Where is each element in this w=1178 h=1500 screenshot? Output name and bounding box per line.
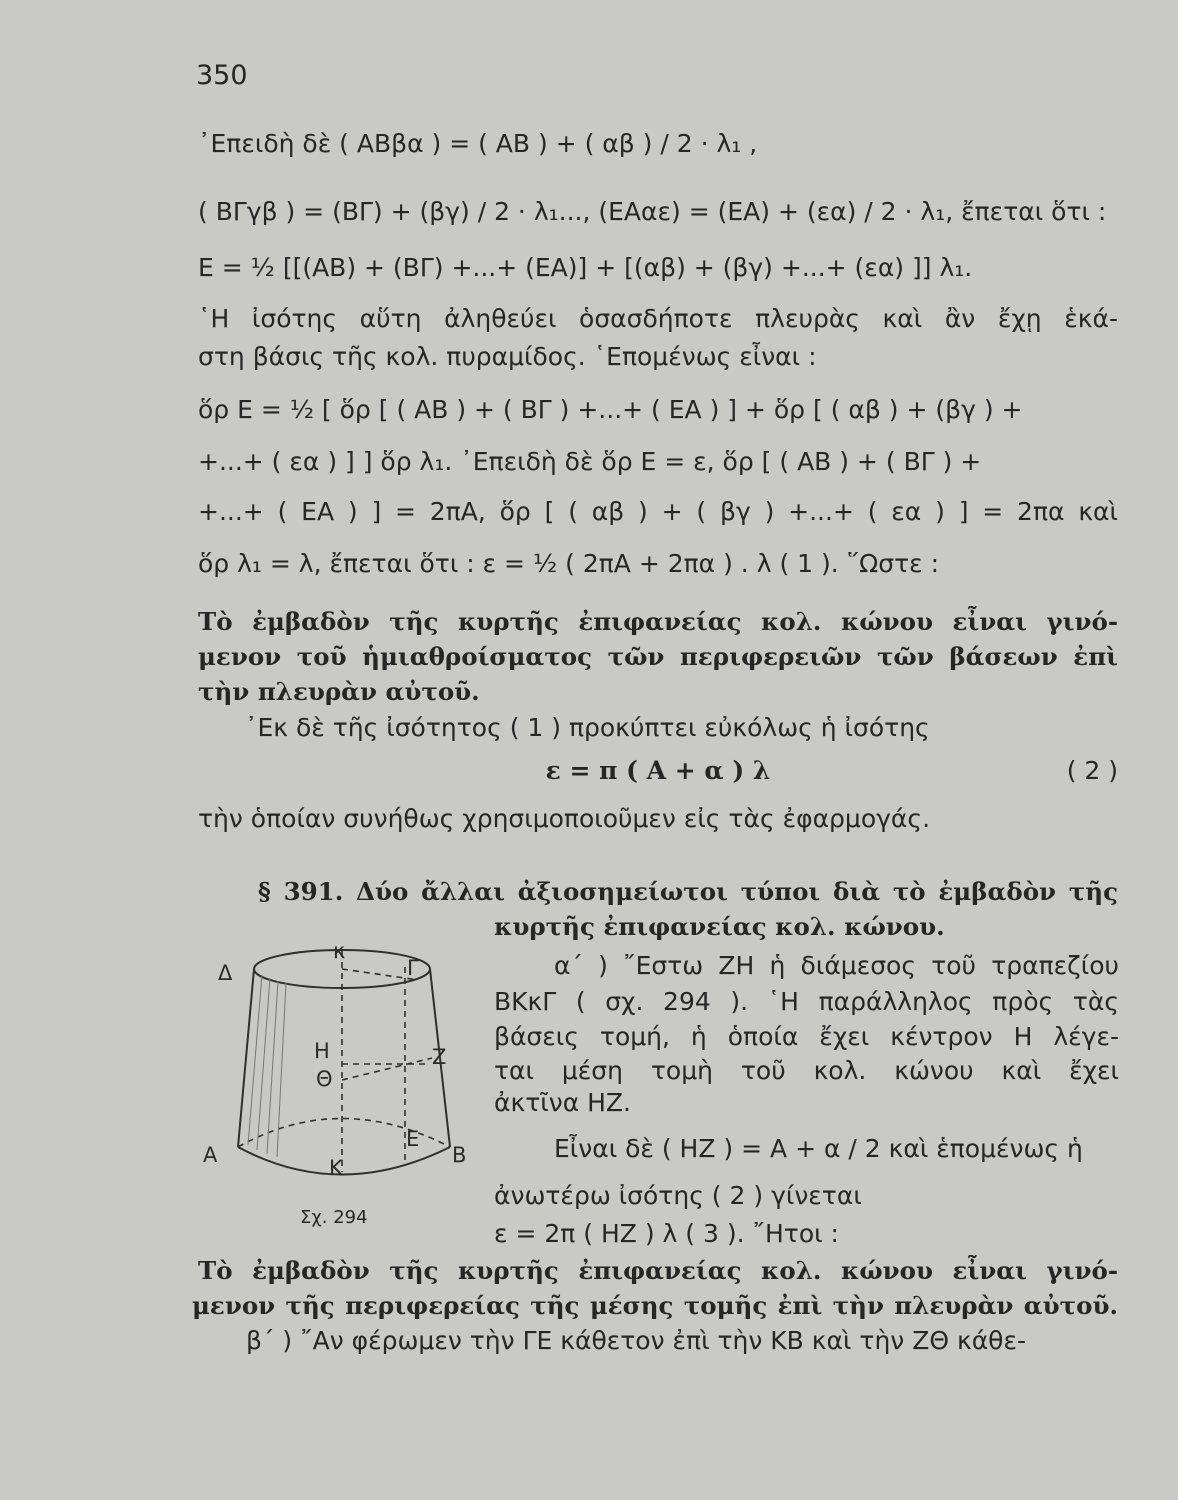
text-line-4: ῾Η ἰσότης αὕτη ἀληθεύει ὁσασδήποτε πλευρὰς καὶ ἂν ἔχῃ ἑκά-: [198, 304, 1118, 333]
equation-2-row: [198, 755, 1118, 787]
label-eta: Η: [314, 1039, 330, 1063]
column-line-4: ται μέση τομὴ τοῦ κολ. κώνου καὶ ἔχει: [494, 1056, 1119, 1085]
label-delta: Δ: [218, 961, 233, 985]
column-line-2: ΒΚκΓ ( σχ. 294 ). ῾Η παράλληλος πρὸς τὰς: [494, 987, 1119, 1016]
label-zeta: Ζ: [432, 1045, 447, 1069]
text-line-3: Ε = ½ [[(ΑΒ) + (ΒΓ) +...+ (ΕΑ)] + [(αβ) + (βγ) +...+ (εα) ]] λ₁.: [198, 253, 973, 282]
theta-zeta-line: [342, 1058, 432, 1080]
equation-2: ε = π ( Α + α ) λ: [545, 756, 771, 785]
label-epsilon: Ε: [406, 1127, 420, 1151]
column-line-5: ἀκτῖνα ΗΖ.: [494, 1088, 631, 1117]
text-line-5: στη βάσις τῆς κολ. πυραμίδος. ῾Επομένως εἶναι :: [198, 342, 817, 371]
figure-caption: Σχ. 294: [300, 1207, 368, 1228]
text-line-7: +...+ ( εα ) ] ] ὅρ λ₁. ᾿Επειδὴ δὲ ὅρ Ε = ε, ὅρ [ ( ΑΒ ) + ( ΒΓ ) +: [198, 447, 982, 476]
text-line-2: ( ΒΓγβ ) = (ΒΓ) + (βγ) / 2 · λ₁..., (ΕΑαε) = (ΕΑ) + (εα) / 2 · λ₁, ἔπεται ὅτι :: [198, 197, 1107, 226]
theorem-1-line-2: μενον τοῦ ἡμιαθροίσματος τῶν περιφερειῶν τῶν βάσεων ἐπὶ: [198, 642, 1118, 671]
column-line-7: ἀνωτέρω ἰσότης ( 2 ) γίνεται: [494, 1181, 862, 1210]
paragraph-2: ᾿Εκ δὲ τῆς ἰσότητος ( 1 ) προκύπτει εὐκόλως ἡ ἰσότης: [245, 713, 930, 742]
label-alpha: Α: [203, 1143, 218, 1167]
paragraph-3: τὴν ὁποίαν συνήθως χρησιμοποιοῦμεν εἰς τὰς ἐφαρμογάς.: [198, 804, 931, 833]
bottom-base-front: [238, 1147, 450, 1175]
text-line-6: ὅρ Ε = ½ [ ὅρ [ ( ΑΒ ) + ( ΒΓ ) +...+ ( ΕΑ ) ] + ὅρ [ ( αβ ) + (βγ ) +: [198, 395, 1023, 424]
section-heading-line-1: § 391. Δύο ἄλλαι ἀξιοσημείωτοι τύποι διὰ τὸ ἐμβαδὸν τῆς: [258, 877, 1118, 906]
theorem-1-line-3: τὴν πλευρὰν αὐτοῦ.: [198, 677, 480, 706]
page-number: 350: [196, 60, 248, 91]
section-heading-line-2: κυρτῆς ἐπιφανείας κολ. κώνου.: [494, 912, 945, 941]
shading-lines: [248, 975, 286, 1157]
label-theta: Θ: [316, 1067, 333, 1091]
last-line: β΄ ) ῎Αν φέρωμεν τὴν ΓΕ κάθετον ἐπὶ τὴν ΚΒ καὶ τὴν ΖΘ κάθε-: [246, 1326, 1027, 1355]
column-line-8: ε = 2π ( ΗΖ ) λ ( 3 ). ῎Ητοι :: [494, 1219, 839, 1248]
frustum-figure: [200, 940, 490, 1205]
text-line-8: +...+ ( ΕΑ ) ] = 2πΑ, ὅρ [ ( αβ ) + ( βγ ) +...+ ( εα ) ] = 2πα καὶ: [198, 497, 1118, 526]
label-kappa: κ: [333, 940, 346, 963]
column-line-1: α΄ ) ῎Εστω ΖΗ ἡ διάμεσος τοῦ τραπεζίου: [554, 951, 1119, 980]
text-line-1: ᾿Επειδὴ δὲ ( ΑΒβα ) = ( ΑΒ ) + ( αβ ) / 2 · λ₁ ,: [198, 129, 758, 158]
label-gamma: Γ: [407, 956, 419, 980]
left-generator: [238, 969, 254, 1147]
theorem-1-line-1: Τὸ ἐμβαδὸν τῆς κυρτῆς ἐπιφανείας κολ. κώνου εἶναι γινό-: [198, 607, 1118, 636]
column-line-3: βάσεις τομή, ἡ ὁποία ἔχει κέντρον Η λέγε-: [494, 1022, 1119, 1051]
label-beta: Β: [452, 1143, 467, 1167]
column-line-6: Εἶναι δὲ ( ΗΖ ) = Α + α / 2 καὶ ἑπομένως ἡ: [554, 1134, 1083, 1163]
theorem-2-line-2: μενον τῆς περιφερείας τῆς μέσης τομῆς ἐπὶ τὴν πλευρὰν αὐτοῦ.: [192, 1291, 1118, 1320]
text-line-9: ὅρ λ₁ = λ, ἔπεται ὅτι : ε = ½ ( 2πΑ + 2πα ) . λ ( 1 ). ῞Ωστε :: [198, 549, 940, 578]
label-kappa-big: Κ: [329, 1156, 343, 1180]
equation-2-number: ( 2 ): [1066, 756, 1118, 785]
theorem-2-line-1: Τὸ ἐμβαδὸν τῆς κυρτῆς ἐπιφανείας κολ. κώνου εἶναι γινό-: [198, 1256, 1118, 1285]
